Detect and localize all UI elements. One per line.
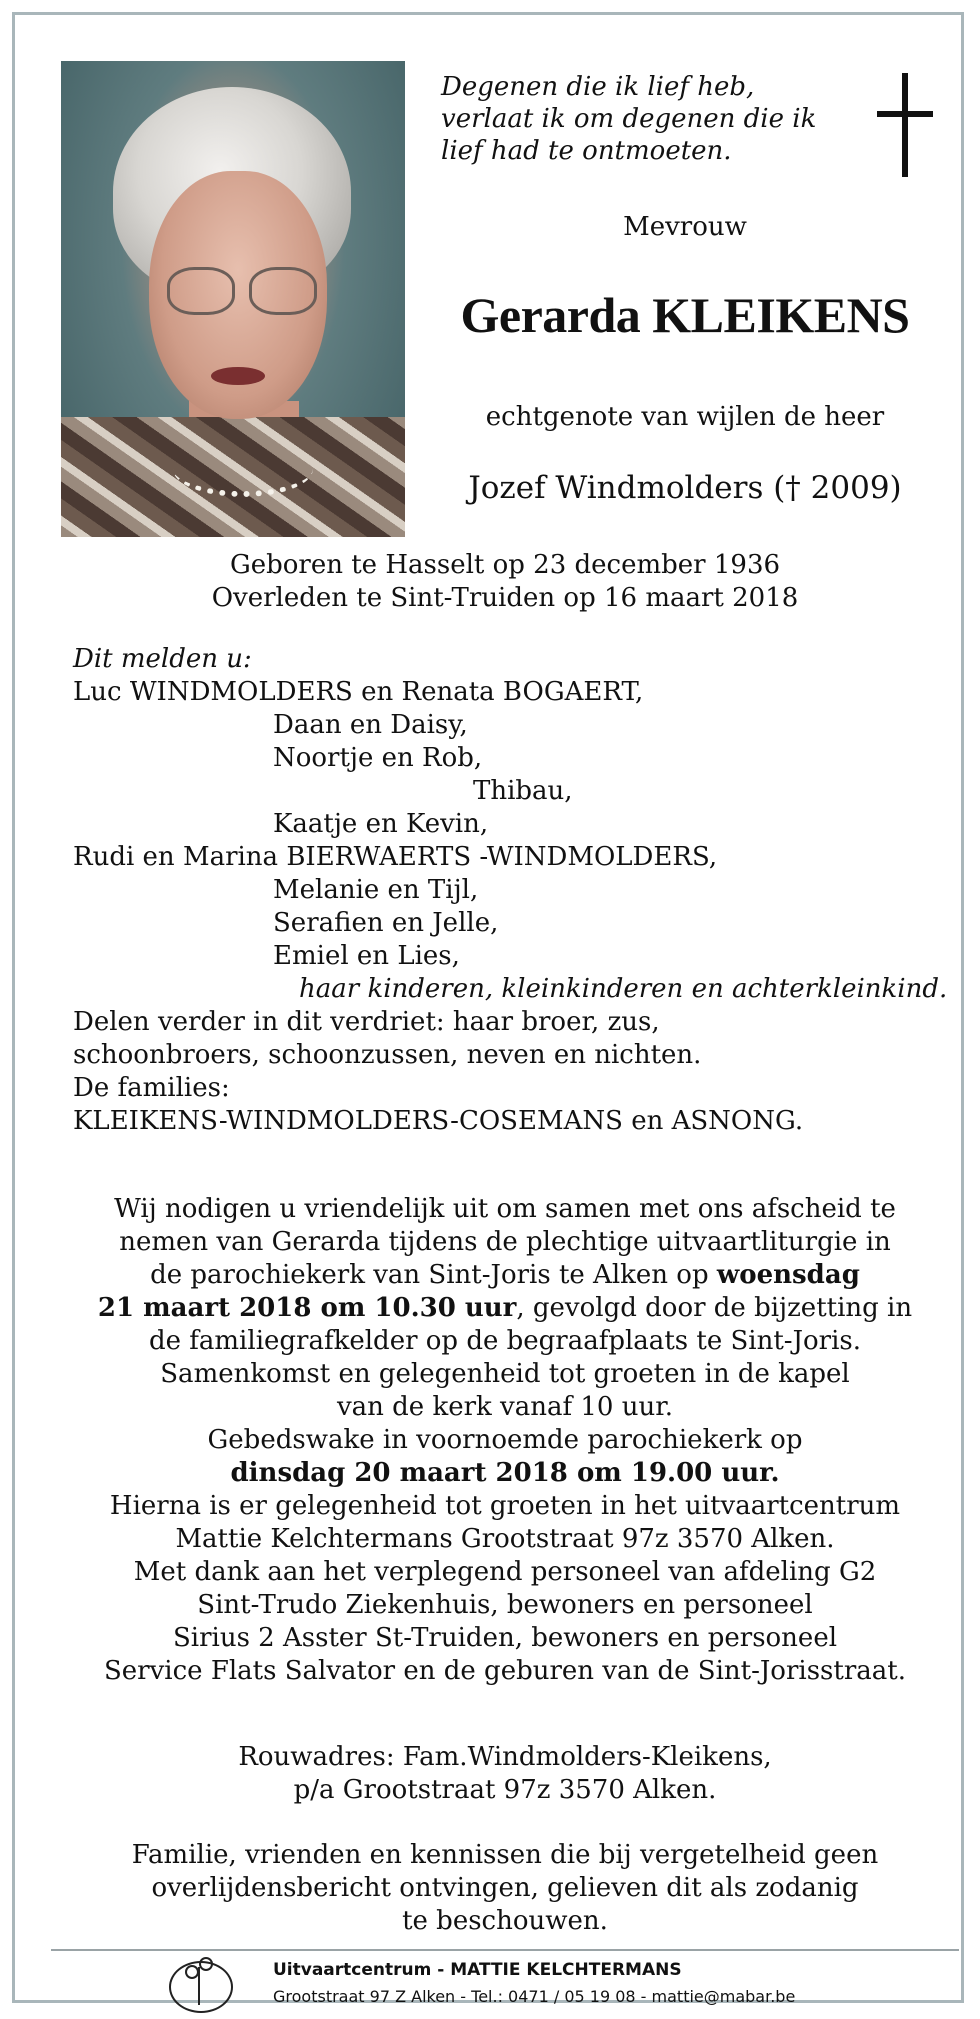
obituary-card [12,12,964,2006]
list-item: Noortje en Rob, [273,743,483,773]
mourning-address: Rouwadres: Fam.Windmolders-Kleikens, p/a Grootstraat 97z 3570 Alken. [238,1742,772,1805]
title-honorific: Mevrouw [623,212,747,242]
closing-note: Familie, vrienden en kennissen die bij vergetelheid geen overlijdensbericht ontvingen, gelieven dit als zodanig te beschouwen. [131,1840,879,1936]
funeral-details: Wij nodigen u vriendelijk uit om samen met ons afscheid te nemen van Gerarda tijdens de plechtige uitvaartliturgie in de parochiekerk van Sint-Joris te Alken op woensdag 21 maart 2018 om 10.30 uur, gevolgd door de bijzetting in de familiegrafkelder op de begraafplaats te Sint-Joris. Samenkomst en gelegenheid tot groeten in de kapel van de kerk vanaf 10 uur. Gebedswake in voornoemde parochiekerk op dinsdag 20 maart 2018 om 19.00 uur. Hierna is er gelegenheid tot groeten in het uitvaartcentrum Mattie Kelchtermans Grootstraat 97z 3570 Alken. Met dank aan het verplegend personeel van afdeling G2 Sint-Trudo Ziekenhuis, bewoners en personeel Sirius 2 Asster St-Truiden, bewoners en personeel Service Flats Salvator en de geburen van de Sint-Jorisstraat. [97,1194,913,1686]
deceased-name: Gerarda KLEIKENS [460,287,910,343]
list-item: Thibau, [473,776,573,806]
spouse-intro: echtgenote van wijlen de heer [485,402,885,432]
funeral-home-contact: Grootstraat 97 Z Alken - Tel.: 0471 / 05 19 08 - mattie@mabar.be [273,1987,796,2006]
birth-line: Geboren te Hasselt op 23 december 1936 [229,550,781,580]
footer-divider [51,1949,959,1951]
list-item: Serafien en Jelle, [273,908,499,938]
spouse-name: Jozef Windmolders († 2009) [468,470,902,506]
list-item: Rudi en Marina BIERWAERTS -WINDMOLDERS, [73,842,718,872]
list-item: De families: [73,1073,230,1103]
memorial-quote: Degenen die ik lief heb, verlaat ik om degenen die ik lief had te ontmoeten. [441,72,817,166]
list-item: Daan en Daisy, [273,710,468,740]
list-item: Luc WINDMOLDERS en Renata BOGAERT, [73,677,644,707]
list-item: Melanie en Tijl, [273,875,479,905]
family-list [73,643,953,1138]
list-item: haar kinderen, kleinkinderen en achterkleinkind. [299,974,948,1004]
funeral-home-name: Uitvaartcentrum - MATTIE KELCHTERMANS [273,1960,682,1980]
list-item: Emiel en Lies, [273,941,460,971]
list-item: KLEIKENS-WINDMOLDERS-COSEMANS en ASNONG. [73,1106,804,1136]
portrait-photo [61,61,405,537]
death-line: Overleden te Sint-Truiden op 16 maart 2018 [211,583,799,613]
list-item: schoonbroers, schoonzussen, neven en nichten. [73,1040,702,1070]
list-item: Kaatje en Kevin, [273,809,489,839]
list-item: Delen verder in dit verdriet: haar broer, zus, [73,1007,660,1037]
cross-icon [877,73,933,177]
flower-logo-icon [169,1955,233,2015]
announce-intro: Dit melden u: [73,644,252,674]
